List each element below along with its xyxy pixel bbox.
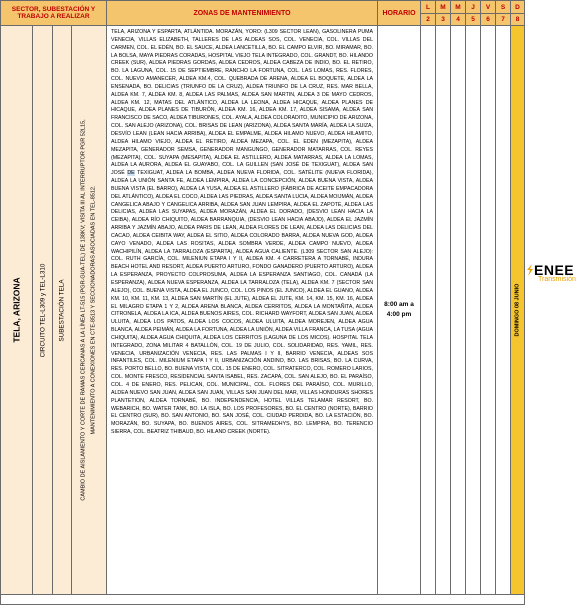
day-letter-5	[480, 0, 496, 14]
day-letter-6	[495, 0, 511, 14]
trabajo-line-2: MANTENIMIENTO A CONEXIONES EN CTE-8513 Y SECCIONADORAS ASOCIADAS EN TEL-8512.	[91, 185, 98, 435]
day-letter-text: V	[485, 3, 491, 11]
logo-sub: Transmisión	[538, 276, 576, 283]
day-cell-m1	[435, 25, 451, 595]
header-zonas	[106, 0, 378, 26]
zonas-cell	[106, 25, 378, 595]
circuito-name: CIRCUITO TEL-L309 y TEL-L310	[39, 263, 47, 357]
day-letter-7	[510, 0, 525, 14]
horario-start: 8:00 am a	[384, 301, 414, 308]
enee-logo	[526, 262, 582, 288]
day-cell-s	[495, 25, 511, 595]
day-number-text: 4	[456, 16, 460, 23]
zonas-selected-text: DE	[127, 170, 135, 177]
day-letter-text: M	[440, 3, 446, 11]
header-horario	[377, 0, 421, 26]
logo-name: ENEE	[534, 262, 575, 278]
horario-cell	[377, 25, 421, 595]
day-letter-text: D	[515, 3, 520, 11]
day-number-text: 3	[441, 16, 445, 23]
sector-name: TELA, ARIZONA	[11, 277, 22, 343]
trabajo-cell	[71, 25, 107, 595]
day-cell-j	[465, 25, 481, 595]
day-letter-1	[420, 0, 436, 14]
day-letter-2	[435, 0, 451, 14]
header-horario-text: HORARIO	[382, 9, 416, 17]
day-letter-text: S	[500, 3, 506, 11]
day-letter-3	[450, 0, 466, 14]
table-bottom-row	[0, 594, 525, 605]
sector-cell	[0, 25, 33, 595]
day-number-text: 2	[426, 16, 430, 23]
enee-mark-icon	[526, 264, 534, 276]
day-number-text: 7	[501, 16, 505, 23]
trabajo-line-1: CAMBIO DE AISLAMIENTO Y CORTE DE RAMAS CERCANAS A LA LÍNEA LT-515 (PGR-GUA-TEL) DE 138KV; VISITA III AL INTERRUPTOR PGR 52L15,	[81, 119, 88, 501]
day-letter-4	[465, 0, 481, 14]
subestacion-cell	[52, 25, 72, 595]
day-cell-l	[420, 25, 436, 595]
horario-end: 4:00 pm	[386, 311, 412, 318]
header-sector-text: SECTOR, SUBESTACIÓN Y TRABAJO A REALIZAR	[11, 6, 96, 20]
header-sector	[0, 0, 107, 26]
day-cell-domingo	[510, 25, 525, 595]
zonas-text: TELA, ARIZONA Y ESPARTA, ATLÁNTIDA. MORAZÁN, YORO: (L309 SECTOR LEAN), GASOLINERA PUMA VENECIA, VILLAS ELIZABETH, TALLERES DE LAS ALDEAS SOS, COL. VENECIA, COL. VILLAS DEL CARMEN, COL. EL EDÉN, BO. EL SAUCE, ALDEA LANCETILLA, BO. EL CAMPO ELVIR, BO. MIRAMAR, BO. LA BOLSA, MAYA PIEDRAS CORADAS, HOSPITAL VIEJO TELA INTEGRADO, COL. GRANDT, BO. HILANDO CREEK (SUR), ALDEA PIEDRAS GORDAS, ALDEA CEDROS, ALDEA CABEZA DE INDIO, BO. EL RETIRO, BO. LA LAGUNA, COL. 15 DE SEPTIEMBRE, RANCHO LA FORTUNA, COL. LAS LOMAS, RES. FLORES, COL. NUEVO AMANECER, ALDEA KM.4, COL. QUEBRADA DE ARENA, ALDEA EL BOQUETE, ALDEA LA ENSENADA, BO. DELICIAS (TRIUNFO DE LA CRUZ), ALDEA TRIUNFO DE LA CRUZ, RES. MAR BELLA, ALDEA KM. 7, ALDEA KM. 8, ALDEA LAS PALMAS, ALDEA SAN MARTIN, ALDEA 3 DE MAYO CEDROS, ALDEA KM. 12, MATAS DEL ATLÁNTICO, ALDEA LA LEONA, ALDEA HICAQUE, ALDEA PLANES DE HICAQUE, ALDEA PLANES DE TIBURÓN, ALDEA KM. 16, ALDEA KM. 17, ALDEA SISAMA, ALDEA SAN FRANCISCO DE SACO, ALDEA TIBURONES, COL. AYALA, ALDEA COLORADITO, MUNICIPIO DE ARIZONA, COL. SAN ALEJO (ARIZONA), COL. BRISAS DE LEAN (ARIZONA), ALDEA SANTA MARÍA, ALDEA LA SUIZA, DESVÍO LEAN (LEAN HACIA ARRIBA), ALDEA EL EMPALME, ALDEA HILAMO NUEVO, ALDEA HILAMITO, ALDEA HILAMO VIEJO, ALDEA EL RETIRO, ALDEA MEZAPA, COL. EL EDEN (MEZAPITA), ALDEA MEZAPITA, GENERADOR SEMSA, GENERADOR MANGUNGO, GENERADOR MATARRAS, COL. REYES (MEZAPITA), COL. SUYAPA (MESAPITA), ALDEA EL ASTILLERO, ALDEA MATARRAS, ALDEA LA LOMAS, ALDEA LA AURORA, ALDEA EL GUAYABO, COL. LA GUILLEN (SAN JOSÉ DE TEXIGUAT), ALDEA SAN JOSÉ	[111, 29, 373, 177]
zonas-text-continued: TEXIGUAT, ALDEA LA BOMBA, ALDEA NUEVA FLORIDA, COL. SATÉLITE (NUEVA FLORIDA), ALDEA LA UNIÓN SANTA FE, ALDEA LEMPIRA, ALDEA LA CONCEPCIÓN, ALDEA BUENA VISTA, ALDEA BUENA VISTA (EL BARRO), ALDEA LA YUSA, ALDEA EL ASTILLERO (FÁBRICA DE ACEITE EMPACADORA DEL ATLÁNTICO), ALDEA EL COCO, ALDEA LAS PIEDRAS, ALDEA SANTA LUCIA, ALDEA MOIJMÁN, ALDEA CANGELICA ABAJO Y CANGELICA ARRIBA, ALDEA SAN JUAN LEMPIRA, ALDEA EL ZAPOTE, ALDEA LAS DELICIAS, ALDEA LAS SUYAPAS, ALDEA MORAZÁN, ALDEA EL DORADO, (DESVIO LEAN HACIA LA CEIBA), ALDEA RÍO CHIQUITO, ALDEA BARRANQUIA, (DESVIO LEAN HACIA ABAJO), ALDEA EL JAZMÍN ARRIBA Y JAZMÍN ABAJO, ALDEA PARIS DE LEAN, ALDEA FLORES DE LEAN, ALDEA LAS DELICIAS DEL CACAO, ALDEA CEIBITA WAY, ALDEA EL SITIO, ALDEA COLORADO BARRA, ALDEA NUEVA GOD, ALDEA CAYO VENADO, ALDEA LAS ROSITAS, ALDEA SOMBRA VERDE, ALDEA CAMPO NUEVO, ALDEA WACHIPILÍN, ALDEA LA TARRALOZA (ESPARTA), ALDEA AGUA CALIENTE. (L309 SECTOR SAN ALEJO): COL. RUTH GARCÍA, COL. MILENIUN ETAPA I Y II, ALDEA KM. 4 CARRETERA A TORNABÉ, INDURA BEACH HOTEL AND RESORT, ALDEA PUERTO ARTURO, FONDO GANADERO (PUERTO ARTURO), ALDEA LA ESPERANZA, PROYECTO COLPROSUMA, ALDEA LA ESPERANZA SANTIAGO, COL. CANADÁ (LA ESPERANZA), ALDEA NUEVA ESPERANZA, ALDEA LA TARRALOZA (TELA), ALDEA KM. 7 (SECTOR SAN ALEJO), COL. BUENA VISTA, ALDEA EL JUNCO, COL. LOS PINOS (EL JUNCO), ALDEA EL GUANO, ALDEA KM. 10, KM. 11, KM. 13, ALDEA SAN MARTÍN (EL JUTE), ALDEA EL JUTE, KM. 14, KM. 15, KM. 16, ALDEA EL MILAGRO ETAPA 1 Y 2, ALDEA ARENA BLANCA, ALDEA CERRITOS, ALDEA LA MONTAÑITA, ALDEA CITRONELA, ALDEA LA ICA, ALDEA BUENOS AIRES, COL. RICHARD WAYFORT, ALDEA SAN JUAN, ALDEA ULUITA, ALDEA LOS PATOS, ALDEA LOS COCOS, ALDEA ULUITA, ALDEA MOREJEN, ALDEA AGUA BLANCA, ALDEA PEIMÁN, ALDEA LA FORTUNA, ALDEA LA UNIÓN, ALDEA VILLA FRANCA, LA TUSA (AGUA CHIQUITA), ALDEA AGUA CHIQUITA, ALDEA LOS CERRITOS (LAGUNA DE LOS MICOS). HOSPITAL TELA INTEGRADO, ZONA MILITAR 4 BATALLÓN, COL. 19 DE JULIO, COL. SOLIDARIDAD, RES. YAMIL, RES. VENECIA, URBANIZACIÓN VENECIA, RES. LAS PALMAS I Y II, BARRIO VENECIA, ALDEAS SOS INFANTILES, COL. MILENIUM ETAPA I Y II, URBANIZACIÓN ANDINO, BO. LAS BRISAS, BO. LA CURVA, RES. PORTO BELLO, BO. BUENA VISTA, COL. 15 DE ENERO, COL. SITRATERCO, COL. ROMERO LARIOS, COL. MONTE FRESCO, RESIDENCIAL SANTA ISABEL, RES. ZACAPA, COL. SAN ALEJO, BO. EL PARAÍSO, COL. 4 DE ENERO, RES. PELICAN, COL. MUNICIPAL, COL. FLORES DEL PARAÍSO, COL. MURILLO, ALDEA NUEVO SAN JUAN, ALDEA SAN JUAN, VILLAS SAN JUAN DEL MAR, VILLAS HONDURAS SHORES PLANTETION, ALDEA TORNABÉ, BO. INDEPENDENCIA, HOTEL VILLAS TELAMAR RESORT, BO. WEBARICH, BO. WATER TANK, BO. LA ISLA, BO. LOS PROFESORES, BO. EL CENTRO (NORTE), BARRIO EL CENTRO (SUR), BO. SAN ANTONIO, BO. SAN JOSÉ, COL. CIUDAD PERDIDA, BO. LA ESTACIÓN, BO. MORAZÁN, BO. SUYAPA, BO. BUENOS AIRES, COL. SITRAMEDHYS, BO. LEMPIRA, BO. TERENCIO SIERRA, COL. BEATRIZ THIBAUD, BO. HILAND CREEK (NORTE).	[111, 170, 374, 436]
trabajo-text	[79, 119, 99, 500]
day-letter-text: M	[455, 3, 461, 11]
day-cell-m2	[450, 25, 466, 595]
header-zonas-text: ZONAS DE MANTENIMIENTO	[193, 9, 291, 17]
day-letter-text: J	[471, 3, 475, 11]
subestacion-name: SUBESTACIÓN TELA	[58, 278, 66, 342]
day-number-text: 5	[471, 16, 475, 23]
day-number-text: 8	[515, 16, 520, 23]
day-letter-text: L	[426, 3, 430, 11]
domingo-label: DOMINGO 08 JUNIO	[514, 283, 521, 337]
circuito-cell	[32, 25, 53, 595]
day-cell-v	[480, 25, 496, 595]
day-number-text: 6	[486, 16, 490, 23]
